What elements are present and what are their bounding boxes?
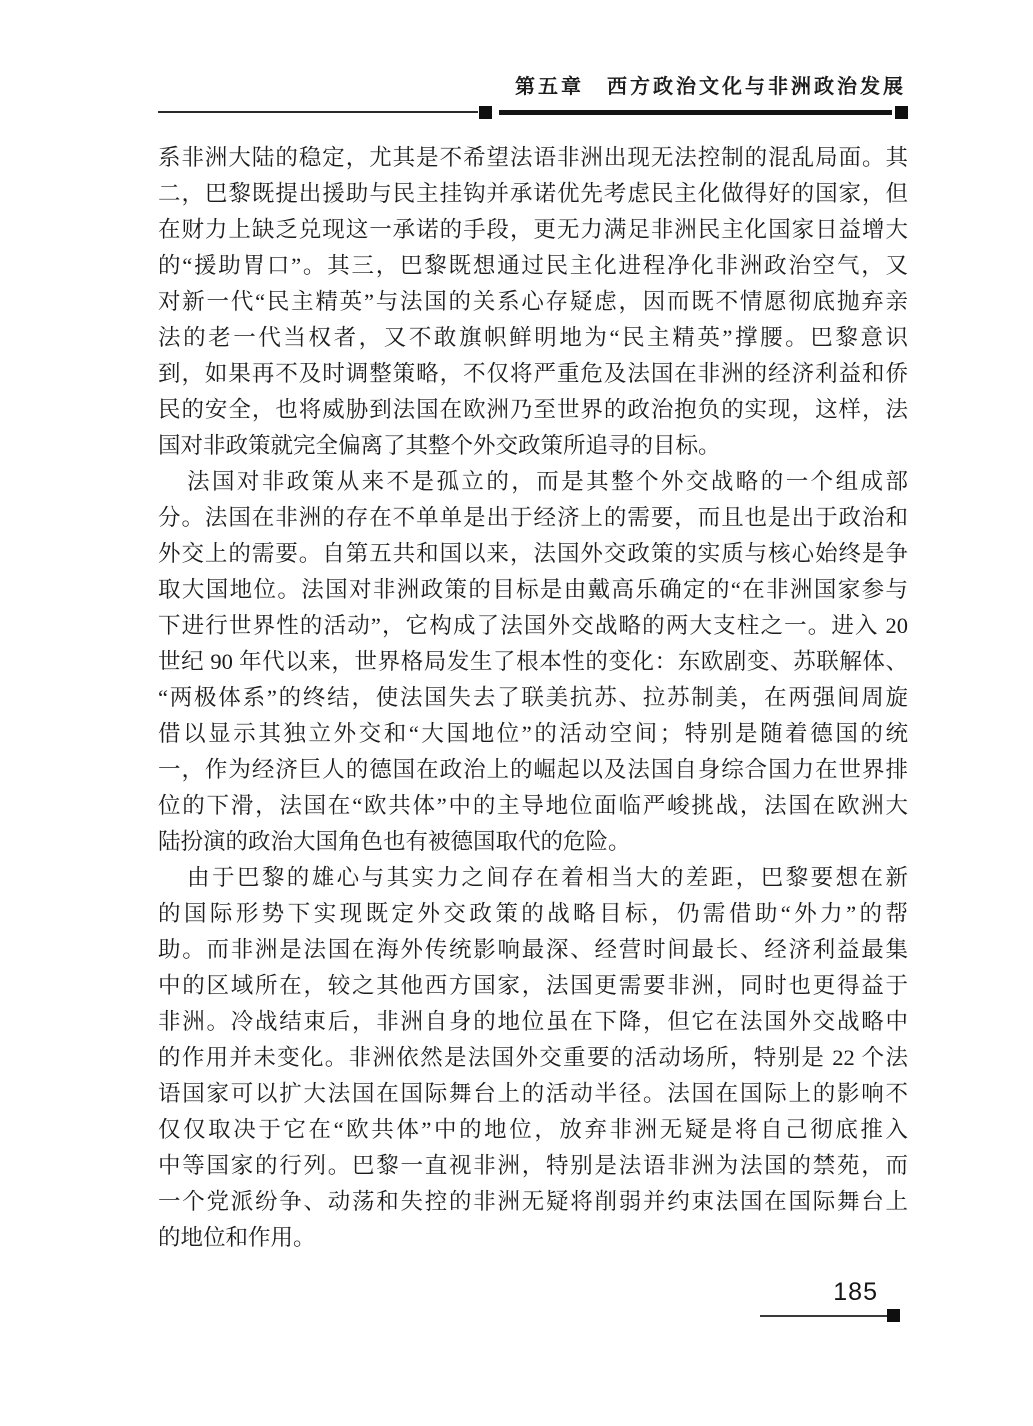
text-line: 语国家可以扩大法国在国际舞台上的活动半径。法国在国际上的影响不 (158, 1081, 908, 1106)
text-line: 法的老一代当权者，又不敢旗帜鲜明地为“民主精英”撑腰。巴黎意识 (158, 325, 908, 350)
text-line: 在财力上缺乏兑现这一承诺的手段，更无力满足非洲民主化国家日益增大 (158, 217, 908, 242)
text-line: 中等国家的行列。巴黎一直视非洲，特别是法语非洲为法国的禁苑，而 (158, 1153, 908, 1178)
text-line: 位的下滑，法国在“欧共体”中的主导地位面临严峻挑战，法国在欧洲大 (158, 793, 908, 818)
header-rule-thin-segment (158, 111, 478, 113)
text-line: 对新一代“民主精英”与法国的关系心存疑虑，因而既不情愿彻底抛弃亲 (158, 289, 908, 314)
text-line: 的地位和作用。 (158, 1225, 316, 1250)
text-line: 国对非政策就完全偏离了其整个外交政策所追寻的目标。 (158, 433, 721, 458)
text-line: 一，作为经济巨人的德国在政治上的崛起以及法国自身综合国力在世界排 (158, 757, 908, 782)
header-rule-thick-segment (499, 110, 892, 115)
text-line: 借以显示其独立外交和“大国地位”的活动空间；特别是随着德国的统 (158, 721, 908, 746)
text-line: 取大国地位。法国对非洲政策的目标是由戴高乐确定的“在非洲国家参与 (158, 577, 908, 602)
page-number: 185 (833, 1278, 878, 1306)
text-line: 仅仅取决于它在“欧共体”中的地位，放弃非洲无疑是将自己彻底推入 (158, 1117, 908, 1142)
footer-rule-square (887, 1309, 900, 1322)
text-line: 民的安全，也将威胁到法国在欧洲乃至世界的政治抱负的实现，这样，法 (158, 397, 908, 422)
text-line: 系非洲大陆的稳定，尤其是不希望法语非洲出现无法控制的混乱局面。其 (158, 145, 908, 170)
text-line: 一个党派纷争、动荡和失控的非洲无疑将削弱并约束法国在国际舞台上 (158, 1189, 908, 1214)
chapter-heading: 第五章 西方政治文化与非洲政治发展 (515, 76, 906, 98)
text-line: 法国对非政策从来不是孤立的，而是其整个外交战略的一个组成部 (187, 469, 908, 494)
footer-rule (760, 1309, 900, 1322)
text-line: 的国际形势下实现既定外交政策的战略目标，仍需借助“外力”的帮 (158, 901, 908, 926)
text-line: 非洲。冷战结束后，非洲自身的地位虽在下降，但它在法国外交战略中 (158, 1009, 908, 1034)
text-line: 世纪 90 年代以来，世界格局发生了根本性的变化：东欧剧变、苏联解体、 (158, 649, 908, 674)
header-rule-square-right (895, 106, 908, 119)
text-line: 分。法国在非洲的存在不单单是出于经济上的需要，而且也是出于政治和 (158, 505, 908, 530)
page-footer (760, 1278, 900, 1322)
text-line: 陆扮演的政治大国角色也有被德国取代的危险。 (158, 829, 631, 854)
footer-rule-line (760, 1315, 887, 1317)
page-content (158, 74, 908, 1256)
text-line: 的“援助胃口”。其三，巴黎既想通过民主化进程净化非洲政治空气，又 (158, 253, 908, 278)
text-line: 到，如果再不及时调整策略，不仅将严重危及法国在非洲的经济利益和侨 (158, 361, 908, 386)
text-line: 外交上的需要。自第五共和国以来，法国外交政策的实质与核心始终是争 (158, 541, 908, 566)
text-line: 二，巴黎既提出援助与民主挂钩并承诺优先考虑民主化做得好的国家，但 (158, 181, 908, 206)
text-line: 的作用并未变化。非洲依然是法国外交重要的活动场所，特别是 22 个法 (158, 1045, 908, 1070)
text-line: 下进行世界性的活动”，它构成了法国外交战略的两大支柱之一。进入 20 (158, 613, 908, 638)
body-text (158, 140, 908, 1256)
text-line: 由于巴黎的雄心与其实力之间存在着相当大的差距，巴黎要想在新 (187, 865, 908, 890)
text-line: 中的区域所在，较之其他西方国家，法国更需要非洲，同时也更得益于 (158, 973, 908, 998)
text-line: 助。而非洲是法国在海外传统影响最深、经营时间最长、经济利益最集 (158, 937, 908, 962)
header-rule-square-left (479, 106, 492, 119)
header-rule (158, 105, 908, 119)
text-line: “两极体系”的终结，使法国失去了联美抗苏、拉苏制美，在两强间周旋 (158, 685, 908, 710)
